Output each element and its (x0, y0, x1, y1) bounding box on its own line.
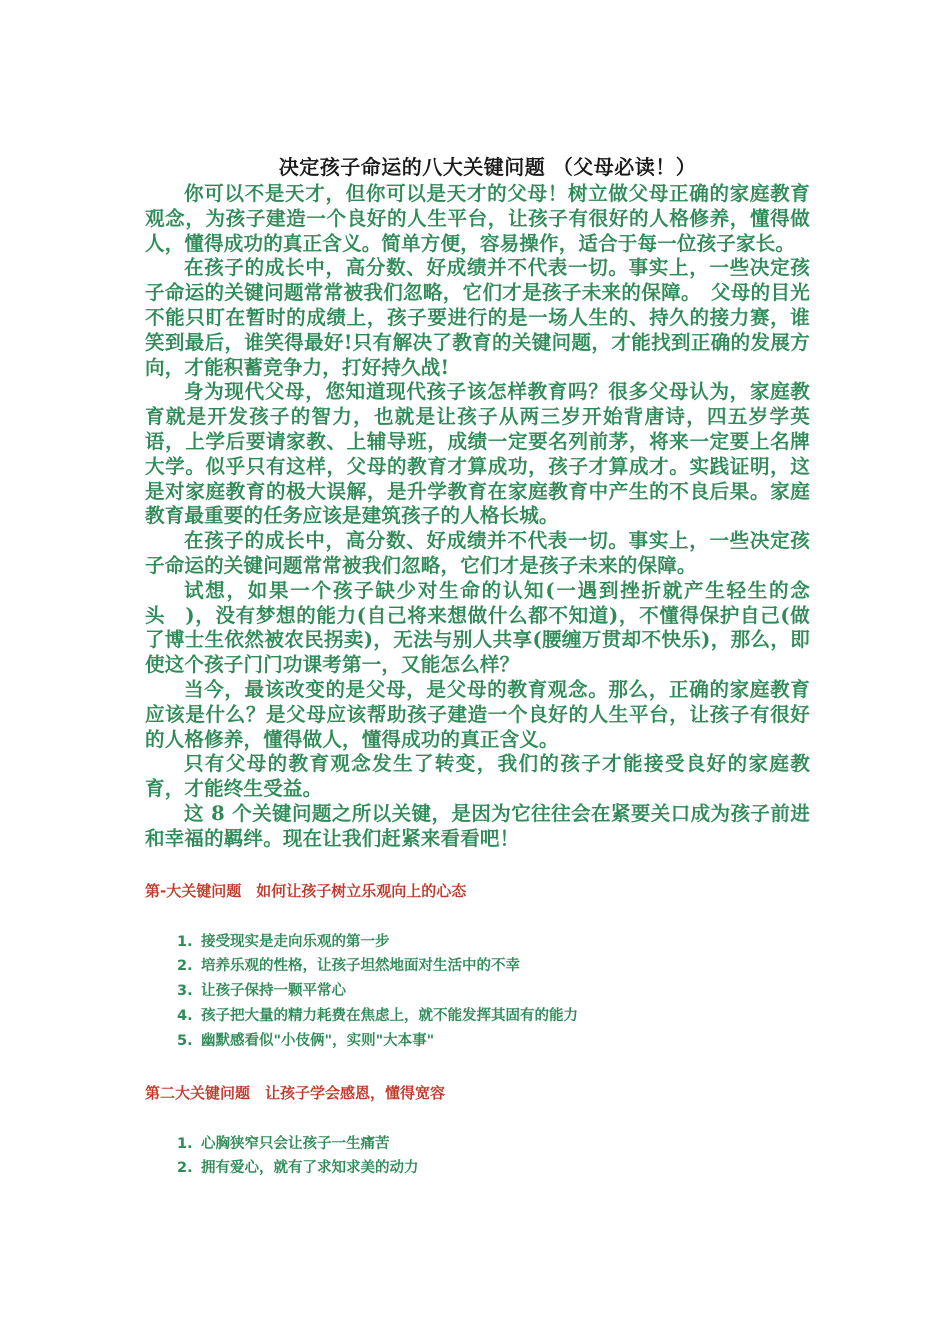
list-item (145, 954, 810, 979)
document-page (145, 152, 810, 1181)
list-item-number: 4. (177, 1007, 193, 1024)
list-item-number: 5. (177, 1032, 193, 1049)
list-item (145, 930, 810, 955)
section-heading-2: 第二大关键问题 让孩子学会感恩，懂得宽容 (145, 1083, 446, 1102)
list-item-number: 1. (177, 933, 193, 950)
section-heading-1: 第-大关键问题 如何让孩子树立乐观向上的心态 (145, 881, 467, 900)
list-item-text: 幽默感看似"小伎俩"，实则"大本事" (201, 1032, 435, 1049)
paragraph-8: 这 8 个关键问题之所以关键，是因为它往往会在紧要关口成为孩子前进和幸福的羁绊。现在让我们赶紧来看看吧！ (145, 801, 810, 850)
paragraph-4: 在孩子的成长中，高分数、好成绩并不代表一切。事实上，一些决定孩子命运的关键问题常常被我们忽略，它们才是孩子未来的保障。 (145, 529, 810, 577)
section-1-list (145, 930, 810, 1054)
list-item-text: 接受现实是走向乐观的第一步 (201, 933, 390, 950)
list-item-text: 孩子把大量的精力耗费在焦虑上，就不能发挥其固有的能力 (201, 1007, 578, 1024)
list-item-number: 3. (177, 983, 193, 1000)
document-title: 决定孩子命运的八大关键问题 （父母必读！） (278, 155, 697, 179)
list-item-number: 2. (177, 1160, 193, 1177)
list-item (145, 1156, 810, 1181)
list-item (145, 1004, 810, 1029)
paragraph-7: 只有父母的教育观念发生了转变，我们的孩子才能接受良好的家庭教育，才能终生受益。 (145, 752, 810, 801)
paragraph-6: 当今，最该改变的是父母，是父母的教育观念。那么，正确的家庭教育应该是什么？是父母应该帮助孩子建造一个良好的人生平台，让孩子有很好的人格修养，懂得做人，懂得成功的真正含义。 (145, 677, 810, 751)
paragraph-2: 在孩子的成长中，高分数、好成绩并不代表一切。事实上，一些决定孩子命运的关键问题常常被我们忽略，它们才是孩子未来的保障。 父母的目光不能只盯在暂时的成绩上，孩子要进行的是一场人生的、持久的接力赛，谁笑到最后，谁笑得最好!只有解决了教育的关键问题，才能找到正确的发展方向，才能积蓄竞争力，打好持久战! (145, 256, 810, 379)
list-item-text: 让孩子保持一颗平常心 (201, 983, 346, 1000)
list-item (145, 1029, 810, 1054)
paragraph-1: 你可以不是天才，但你可以是天才的父母！树立做父母正确的家庭教育观念，为孩子建造一个良好的人生平台，让孩子有很好的人格修养，懂得做人，懂得成功的真正含义。简单方便，容易操作，适合于每一位孩子家长。 (145, 182, 810, 255)
paragraph-5: 试想，如果一个孩子缺少对生命的认知(一遇到挫折就产生轻生的念头 )，没有梦想的能力(自己将来想做什么都不知道)，不懂得保护自己(做了博士生依然被农民拐卖)，无法与别人共享(腰缠万贯却不快乐)，那么，即使这个孩子门门功课考第一，又能怎么样？ (145, 578, 810, 677)
list-item-number: 1. (177, 1135, 193, 1152)
list-item (145, 979, 810, 1004)
list-item-text: 心胸狭窄只会让孩子一生痛苦 (201, 1135, 390, 1152)
paragraph-3: 身为现代父母，您知道现代孩子该怎样教育吗？很多父母认为，家庭教育就是开发孩子的智力，也就是让孩子从两三岁开始背唐诗，四五岁学英语，上学后要请家教、上辅导班，成绩一定要名列前茅，将来一定要上名牌大学。似乎只有这样，父母的教育才算成功，孩子才算成才。实践证明，这是对家庭教育的极大误解，是升学教育在家庭教育中产生的不良后果。家庭教育最重要的任务应该是建筑孩子的人格长城。 (145, 380, 810, 528)
list-item-text: 拥有爱心，就有了求知求美的动力 (201, 1160, 419, 1177)
list-item-text: 培养乐观的性格，让孩子坦然地面对生活中的不幸 (201, 958, 520, 975)
list-item-number: 2. (177, 958, 193, 975)
list-item (145, 1132, 810, 1157)
section-2-list (145, 1132, 810, 1182)
